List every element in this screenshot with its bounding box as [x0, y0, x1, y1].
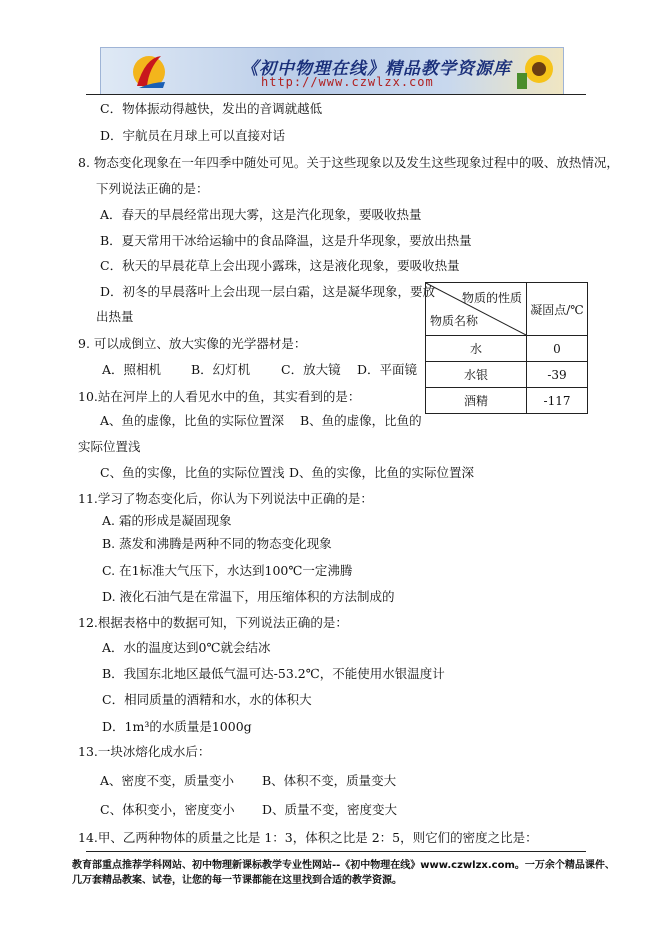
site-logo-icon — [131, 52, 167, 90]
q11-option-a: A. 霜的形成是凝固现象 — [102, 513, 232, 528]
q10-option-b: B、鱼的虚像，比鱼的 — [300, 413, 422, 428]
sunflower-icon — [509, 51, 557, 91]
table-cell-value: 0 — [527, 336, 588, 362]
table-header-freezing-point: 凝固点/℃ — [527, 283, 588, 336]
table-cell-name: 酒精 — [426, 388, 527, 414]
table-header-substance: 物质名称 — [430, 314, 479, 328]
q13-option-c: C、体积变小，密度变小 — [100, 802, 235, 817]
table-cell-value: -39 — [527, 362, 588, 388]
table-header-property: 物质的性质 — [461, 291, 522, 305]
footer-line-1: 教育部重点推荐学科网站、初中物理新课标教学专业性网站--《初中物理在线》www.czwlzx.com。一万余个精品课件、 — [72, 860, 615, 871]
q12-option-d: D．1m³的水质量是1000g — [102, 719, 252, 734]
freezing-point-table — [425, 282, 588, 414]
q13-option-a: A、密度不变，质量变小 — [100, 773, 235, 788]
q8-option-b: B．夏天常用干冰给运输中的食品降温，这是升华现象，要放出热量 — [100, 233, 472, 248]
footer-divider — [86, 851, 586, 852]
q8-option-c: C．秋天的早晨花草上会出现小露珠，这是液化现象，要吸收热量 — [100, 258, 460, 273]
q10-option-b-cont: 实际位置浅 — [78, 439, 141, 454]
q9-option-a: A．照相机 — [102, 362, 162, 377]
q9-option-b: B．幻灯机 — [191, 362, 251, 377]
q11-option-b: B. 蒸发和沸腾是两种不同的物态变化现象 — [102, 536, 332, 551]
q13-stem: 13.一块冰熔化成水后： — [78, 744, 211, 759]
q12-option-c: C．相同质量的酒精和水，水的体积大 — [102, 692, 312, 707]
q12-option-b: B．我国东北地区最低气温可达-53.2℃，不能使用水银温度计 — [102, 666, 445, 681]
q11-option-c: C. 在1标准大气压下，水达到100℃一定沸腾 — [102, 563, 353, 578]
q8-option-d-cont: 出热量 — [96, 309, 134, 324]
table-cell-name: 水 — [426, 336, 527, 362]
q9-option-d: D．平面镜 — [357, 362, 418, 377]
q7-option-c: C．物体振动得越快，发出的音调就越低 — [100, 101, 323, 116]
q8-option-d: D．初冬的早晨落叶上会出现一层白霜，这是凝华现象，要放 — [100, 284, 436, 299]
q12-stem: 12.根据表格中的数据可知，下列说法正确的是： — [78, 615, 348, 630]
header-banner — [100, 47, 564, 95]
footer-line-2: 几万套精品教案、试卷，让您的每一节课都能在这里找到合适的教学资源。 — [72, 875, 402, 886]
banner-url[interactable]: http://www.czwlzx.com — [261, 75, 434, 89]
q7-option-d: D．宇航员在月球上可以直接对话 — [100, 128, 286, 143]
table-diagonal-header — [426, 283, 527, 336]
q13-option-b: B、体积不变，质量变大 — [262, 773, 397, 788]
q8-stem-cont: 下列说法正确的是： — [96, 181, 209, 196]
q10-option-a: A、鱼的虚像，比鱼的实际位置深 — [100, 413, 285, 428]
q10-option-c: C、鱼的实像，比鱼的实际位置浅 — [100, 465, 285, 480]
table-row — [426, 388, 588, 414]
q9-option-c: C．放大镜 — [281, 362, 341, 377]
header-divider — [86, 94, 586, 95]
banner-title: 《初中物理在线》精品教学资源库 — [241, 59, 511, 79]
q11-option-d: D. 液化石油气是在常温下，用压缩体积的方法制成的 — [102, 589, 395, 604]
q10-stem: 10.站在河岸上的人看见水中的鱼，其实看到的是： — [78, 389, 361, 404]
table-row — [426, 362, 588, 388]
table-cell-value: -117 — [527, 388, 588, 414]
q8-option-a: A．春天的早晨经常出现大雾，这是汽化现象，要吸收热量 — [100, 207, 422, 222]
q14-stem: 14.甲、乙两种物体的质量之比是 1：3，体积之比是 2：5，则它们的密度之比是： — [78, 830, 538, 845]
q12-option-a: A．水的温度达到0℃就会结冰 — [102, 640, 271, 655]
q13-option-d: D、质量不变，密度变大 — [262, 802, 398, 817]
q10-option-d: D、鱼的实像，比鱼的实际位置深 — [289, 465, 475, 480]
q9-stem: 9. 可以成倒立、放大实像的光学器材是： — [78, 336, 307, 351]
table-cell-name: 水银 — [426, 362, 527, 388]
q11-stem: 11.学习了物态变化后，你认为下列说法中正确的是： — [78, 491, 373, 506]
q8-stem: 8. 物态变化现象在一年四季中随处可见。关于这些现象以及发生这些现象过程中的吸、放热情况， — [78, 155, 619, 170]
table-row — [426, 336, 588, 362]
